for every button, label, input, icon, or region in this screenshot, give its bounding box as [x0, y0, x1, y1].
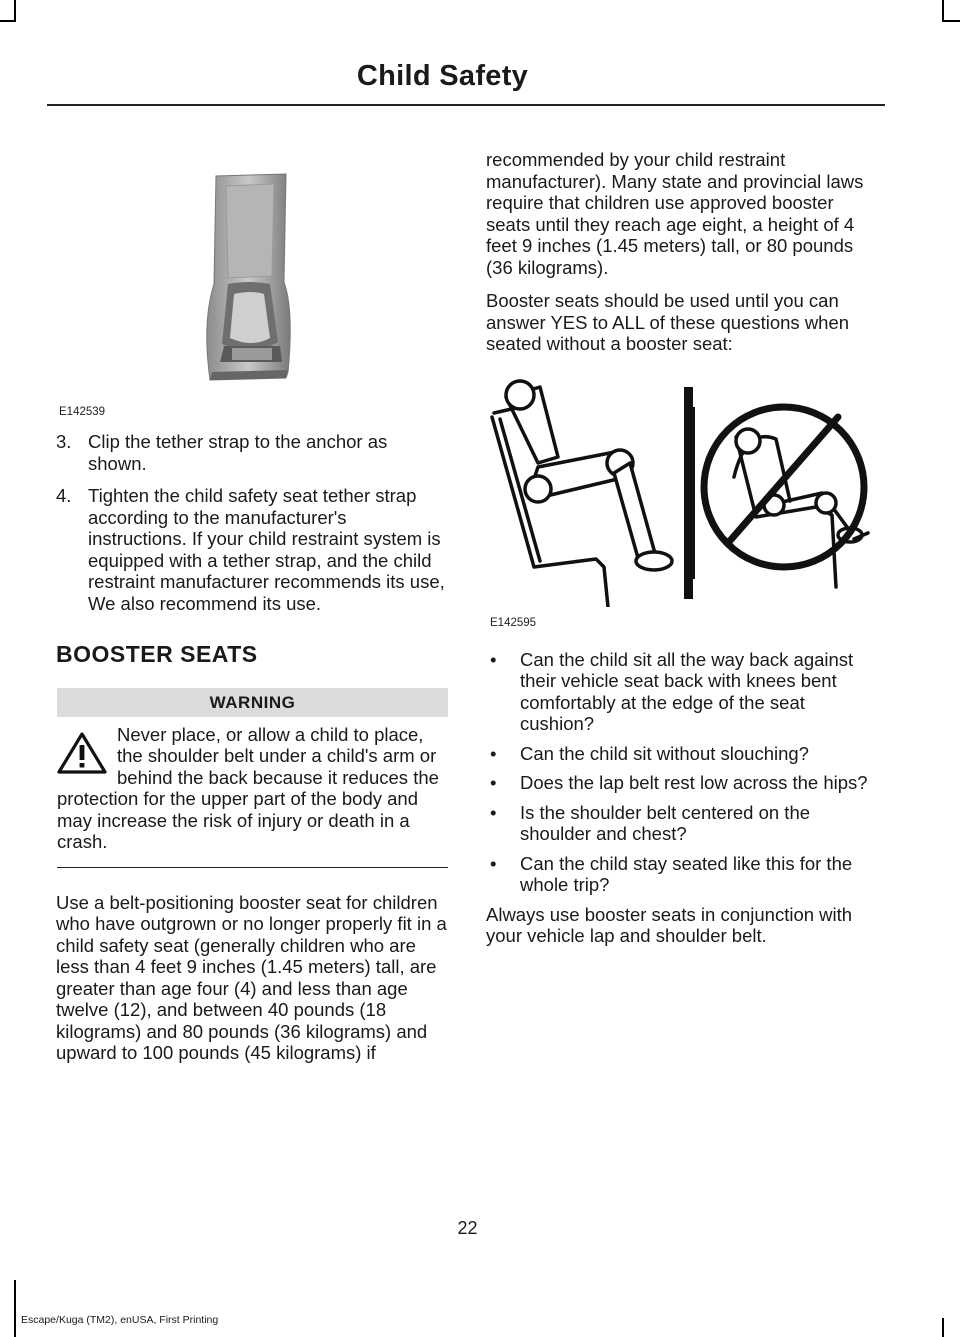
- header-divider: [47, 104, 885, 106]
- continued-paragraph: recommended by your child restraint manufacturer). Many state and provincial laws require that children use approved booster seats until they reach age eight, a height of 4 feet 9 inches (1.45 meters) tall, or 80 pounds (36 kilograms).: [486, 149, 864, 278]
- seat-belt-buckle-figure: [56, 172, 448, 418]
- crop-mark: [942, 20, 960, 22]
- bullet-marker: •: [490, 852, 497, 874]
- warning-box: [57, 688, 448, 868]
- step-text: Clip the tether strap to the anchor as shown.: [88, 431, 388, 474]
- question-item: [486, 772, 882, 794]
- seating-posture-illustration: [486, 367, 882, 607]
- crop-mark: [14, 0, 16, 22]
- correct-posture-diagram: [492, 381, 672, 607]
- question-text: Can the child sit all the way back against their vehicle seat back with knees bent comfortably at the edge of the seat cushion?: [520, 648, 854, 734]
- page-title: Child Safety: [356, 60, 529, 92]
- seating-posture-figure: [486, 367, 882, 629]
- edition-text: Escape/Kuga (TM2), enUSA, First Printing: [21, 1314, 219, 1326]
- question-text: Can the child stay seated like this for the whole trip?: [520, 852, 853, 895]
- left-column: [56, 172, 448, 1064]
- warning-body: [57, 717, 448, 853]
- question-text: Can the child sit without slouching?: [520, 742, 809, 764]
- warning-text: Never place, or allow a child to place, the shoulder belt under a child's arm or behind the back because it reduces the protection for the upper part of the body and may increase the risk of injury or death in a crash.: [57, 723, 439, 852]
- crop-mark: [0, 20, 16, 22]
- bullet-marker: •: [490, 742, 497, 764]
- incorrect-posture-diagram: [704, 407, 868, 587]
- step-text: Tighten the child safety seat tether strap according to the manufacturer's instructions. If your child restraint system is equipped with a tether strap, and the child restraint manufacturer recommends its use, We also recommend its use.: [88, 485, 445, 614]
- step-number: 4.: [56, 485, 72, 506]
- questions-intro-paragraph: Booster seats should be used until you can answer YES to ALL of these questions when seated without a booster seat:: [486, 290, 850, 354]
- warning-title: WARNING: [57, 688, 448, 717]
- divider-bar: [692, 407, 695, 579]
- divider-bar: [684, 387, 693, 599]
- figure-label: E142595: [490, 616, 537, 629]
- warning-triangle-icon: [57, 732, 107, 774]
- page-number: 22: [457, 1218, 478, 1238]
- crop-mark: [14, 1280, 16, 1337]
- usage-paragraph: Use a belt-positioning booster seat for children who have outgrown or no longer properly fit in a child safety seat (generally children who are less than 4 feet 9 inches (1.45 meters) tall, are greater than age four (4) and less than age twelve (12), and between 40 pounds (18 kilograms) and 80 pounds (36 kilograms) and upward to 100 pounds (45 kilograms) if: [56, 891, 447, 1063]
- crop-mark: [942, 0, 944, 22]
- crop-mark: [942, 1318, 944, 1337]
- bullet-marker: •: [490, 772, 497, 793]
- question-text: Does the lap belt rest low across the hips?: [520, 772, 868, 793]
- bullet-marker: •: [490, 648, 497, 670]
- step-item: [56, 431, 448, 474]
- question-item: [486, 743, 882, 765]
- closing-paragraph: Always use booster seats in conjunction with your vehicle lap and shoulder belt.: [486, 903, 853, 946]
- right-column: [486, 149, 882, 947]
- bullet-marker: •: [490, 801, 497, 823]
- question-item: [486, 853, 882, 896]
- step-number: 3.: [56, 431, 72, 452]
- question-item: [486, 649, 882, 735]
- step-item: [56, 485, 448, 614]
- seat-belt-buckle-illustration: [56, 172, 448, 415]
- section-heading: BOOSTER SEATS: [56, 641, 258, 667]
- question-item: [486, 802, 882, 845]
- question-text: Is the shoulder belt centered on the shoulder and chest?: [520, 801, 811, 844]
- figure-label: E142539: [59, 406, 106, 418]
